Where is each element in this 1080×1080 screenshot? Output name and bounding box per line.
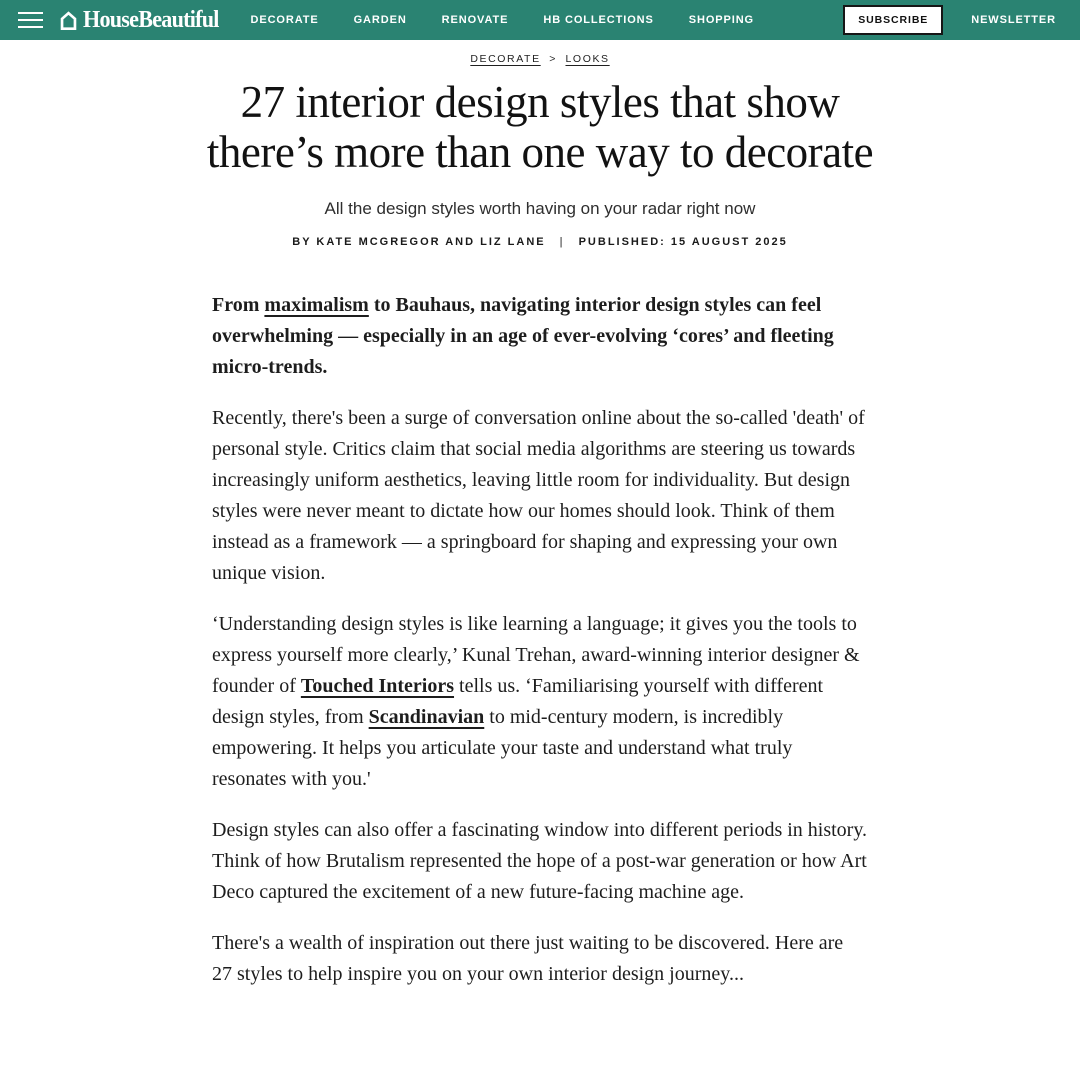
- article-paragraph: There's a wealth of inspiration out there just waiting to be discovered. Here are 27 styles to help inspire you on your own interior design journey...: [212, 931, 844, 985]
- byline-authors: BY KATE MCGREGOR AND LIZ LANE: [292, 235, 546, 248]
- nav-item-hb-collections[interactable]: HB COLLECTIONS: [543, 14, 654, 26]
- house-icon: [59, 11, 78, 30]
- site-header: [0, 0, 1080, 40]
- breadcrumb: [0, 53, 1080, 65]
- hamburger-menu-icon[interactable]: [18, 12, 43, 28]
- logo[interactable]: [59, 7, 230, 34]
- article-body: [212, 290, 868, 1060]
- article-paragraph: ‘Understanding design styles is like learning a language; it gives you the tools to express yourself more clearly,’ Kunal Trehan, award-winning interior designer & founder of Touched Interiors tells us. ‘Familiarising yourself with different design styles, from Scandinavian to mid-century modern, is incredibly empowering. It helps you articulate your taste and understand what truly resonates with you.': [212, 612, 860, 790]
- article-title: 27 interior design styles that show there’s more than one way to decorate: [206, 77, 874, 178]
- article-subtitle: All the design styles worth having on your radar right now: [324, 198, 756, 218]
- nav-item-shopping[interactable]: SHOPPING: [688, 14, 755, 26]
- nav-item-renovate[interactable]: RENOVATE: [441, 14, 509, 26]
- nav-item-decorate[interactable]: DECORATE: [250, 14, 319, 26]
- article-paragraph: Recently, there's been a surge of conversation online about the so-called 'death' of personal style. Critics claim that social media algorithms are steering us towards increasingly uniform aesthetics, leaving little room for individuality. But design styles were never meant to dictate how our homes should look. Think of them instead as a framework — a springboard for shaping and expressing your own unique vision.: [212, 406, 865, 584]
- nav-item-garden[interactable]: GARDEN: [353, 14, 407, 26]
- logo-text: HouseBeautiful: [83, 6, 219, 33]
- article-paragraph: From maximalism to Bauhaus, navigating interior design styles can feel overwhelming — especially in an age of ever-evolving ‘cores’ and fleeting micro-trends.: [212, 293, 834, 378]
- primary-nav: [250, 14, 754, 26]
- article-paragraph: Design styles can also offer a fascinating window into different periods in history. Think of how Brutalism represented the hope of a post-war generation or how Art Deco captured the excitement of a new future-facing machine age.: [212, 818, 868, 903]
- breadcrumb-link-looks[interactable]: LOOKS: [565, 53, 610, 65]
- article-byline: [0, 236, 1080, 248]
- newsletter-link[interactable]: NEWSLETTER: [971, 14, 1056, 26]
- breadcrumb-separator: >: [549, 53, 557, 65]
- article-link[interactable]: Scandinavian: [368, 705, 485, 728]
- article-link[interactable]: maximalism: [264, 293, 369, 316]
- article-link[interactable]: Touched Interiors: [300, 674, 455, 697]
- breadcrumb-link-decorate[interactable]: DECORATE: [470, 53, 541, 65]
- byline-separator: |: [559, 235, 565, 248]
- subscribe-button[interactable]: SUBSCRIBE: [843, 5, 943, 35]
- header-actions: [843, 5, 1056, 35]
- article-published-date: PUBLISHED: 15 AUGUST 2025: [578, 235, 788, 248]
